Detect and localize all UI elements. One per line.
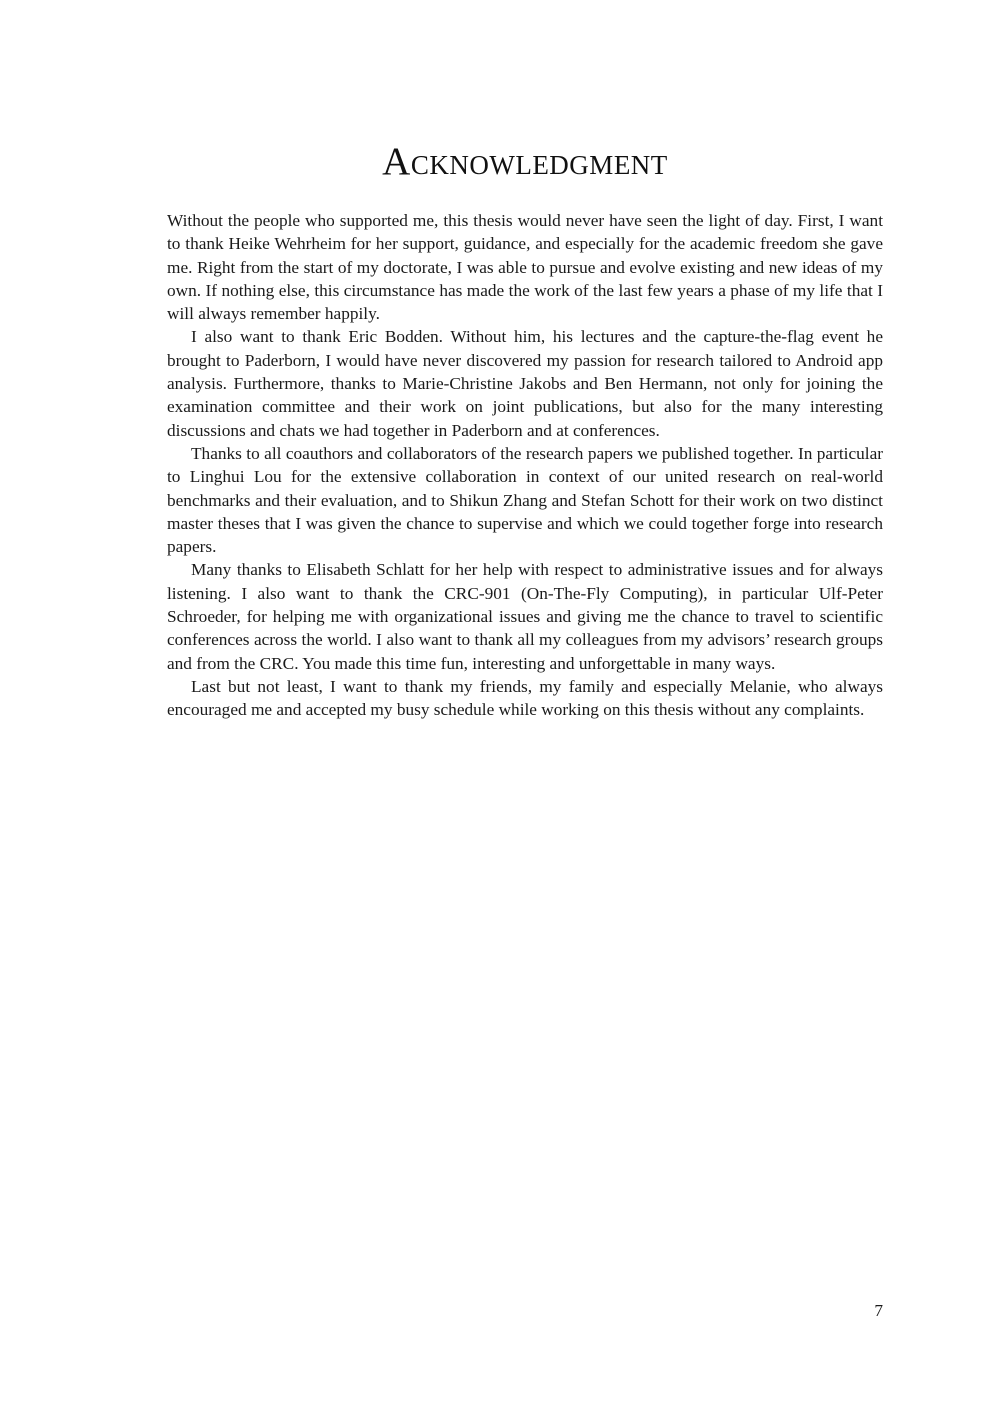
acknowledgment-body xyxy=(167,209,883,722)
paragraph: Last but not least, I want to thank my friends, my family and especially Melanie, who always encouraged me and accepted my busy schedule while working on this thesis without any complaints. xyxy=(167,676,883,720)
text-block xyxy=(167,141,883,722)
page-title: Acknowledgment xyxy=(382,140,668,183)
paragraph: Thanks to all coauthors and collaborators of the research papers we published together. In particular to Linghui Lou for the extensive collaboration in context of our united research on real-world benchmarks and their evaluation, and to Shikun Zhang and Stefan Schott for their work on two distinct master theses that I was given the chance to supervise and which we could together forge into research papers. xyxy=(167,443,883,557)
paragraph: I also want to thank Eric Bodden. Without him, his lectures and the capture-the-flag event he brought to Paderborn, I would have never discovered my passion for research tailored to Android app analysis. Furthermore, thanks to Marie-Christine Jakobs and Ben Hermann, not only for joining the examination committee and their work on joint publications, but also for the many interesting discussions and chats we had together in Paderborn and at conferences. xyxy=(167,327,883,440)
paragraph: Many thanks to Elisabeth Schlatt for her help with respect to administrative issues and for always listening. I also want to thank the CRC-901 (On-The-Fly Computing), in particular Ulf-Peter Schroeder, for helping me with organizational issues and giving me the chance to travel to scientific conferences across the world. I also want to thank all my colleagues from my advisors’ research groups and from the CRC. You made this time fun, interesting and unforgettable in many ways. xyxy=(167,560,883,673)
paragraph: Without the people who supported me, this thesis would never have seen the light of day. First, I want to thank Heike Wehrheim for her support, guidance, and especially for the academic freedom she gave me. Right from the start of my doctorate, I was able to pursue and evolve existing and new ideas of my own. If nothing else, this circumstance has made the work of the last few years a phase of my life that I will always remember happily. xyxy=(167,211,883,324)
page-number: 7 xyxy=(874,1301,883,1320)
